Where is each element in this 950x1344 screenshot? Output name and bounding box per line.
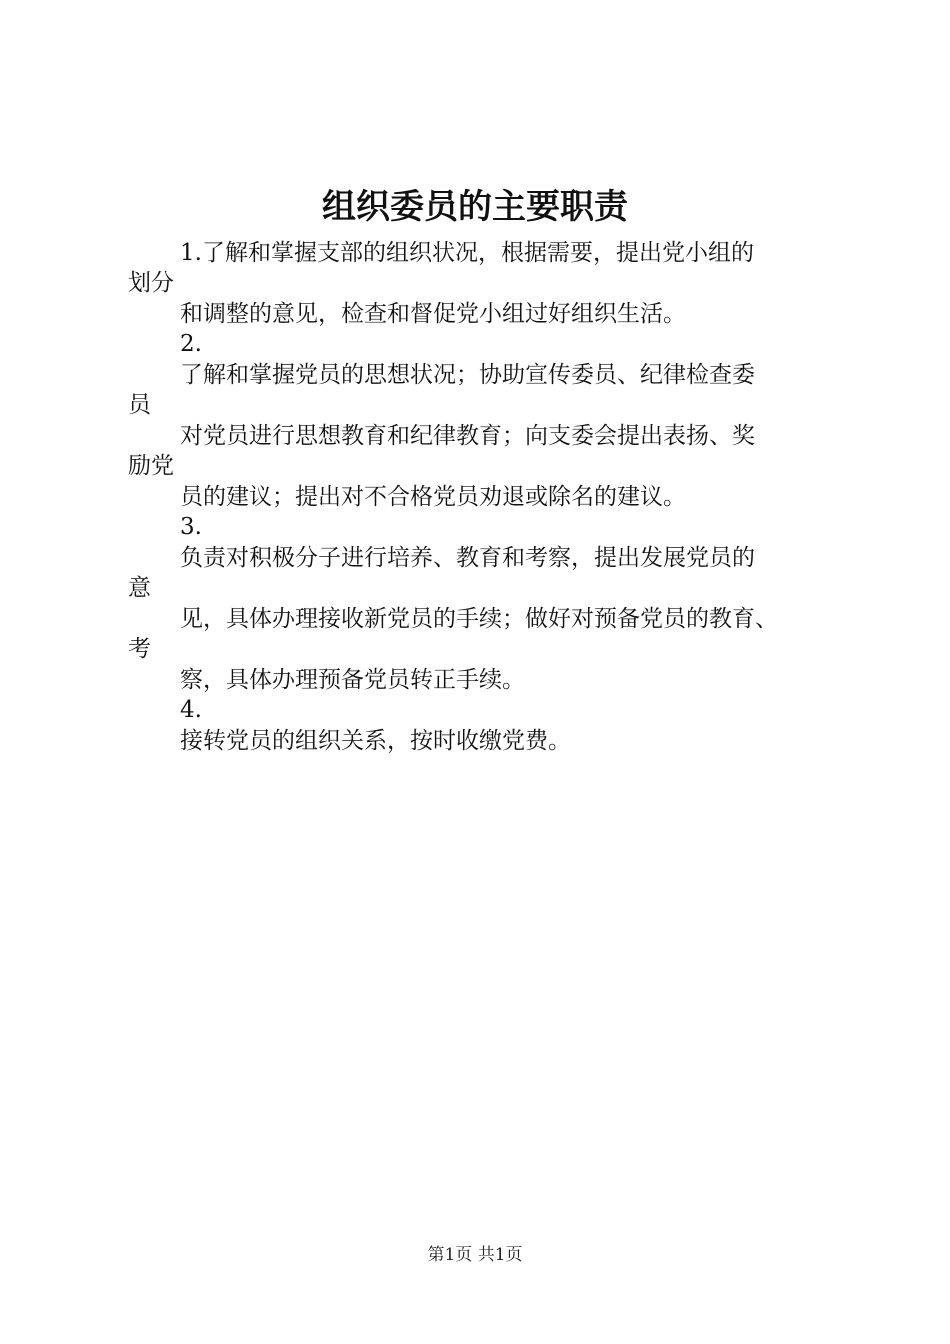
text-line: 对党员进行思想教育和纪律教育；向支委会提出表扬、奖 [180, 423, 755, 449]
text-line: 4. [180, 697, 202, 723]
text-line: 和调整的意见，检查和督促党小组过好组织生活。 [180, 301, 686, 327]
text-line: 意 [128, 575, 151, 601]
text-line: 励党 [128, 453, 174, 479]
text-line: 见，具体办理接收新党员的手续；做好对预备党员的教育、 [180, 606, 778, 632]
text-line: 3. [180, 514, 202, 540]
text-line: 接转党员的组织关系，按时收缴党费。 [180, 728, 571, 754]
text-line: 察，具体办理预备党员转正手续。 [180, 667, 525, 693]
text-line: 员的建议；提出对不合格党员劝退或除名的建议。 [180, 484, 686, 510]
text-line: 员 [128, 392, 151, 418]
document-title: 组织委员的主要职责 [322, 187, 628, 227]
page-footer: 第1页 共1页 [427, 1245, 523, 1265]
text-line: 2. [180, 331, 202, 357]
text-line: 划分 [128, 270, 174, 296]
text-line: 了解和掌握党员的思想状况；协助宣传委员、纪律检查委 [180, 362, 755, 388]
text-line: 考 [128, 636, 151, 662]
text-line: 负责对积极分子进行培养、教育和考察，提出发展党员的 [180, 545, 755, 571]
text-line: 1.了解和掌握支部的组织状况，根据需要，提出党小组的 [180, 240, 754, 266]
